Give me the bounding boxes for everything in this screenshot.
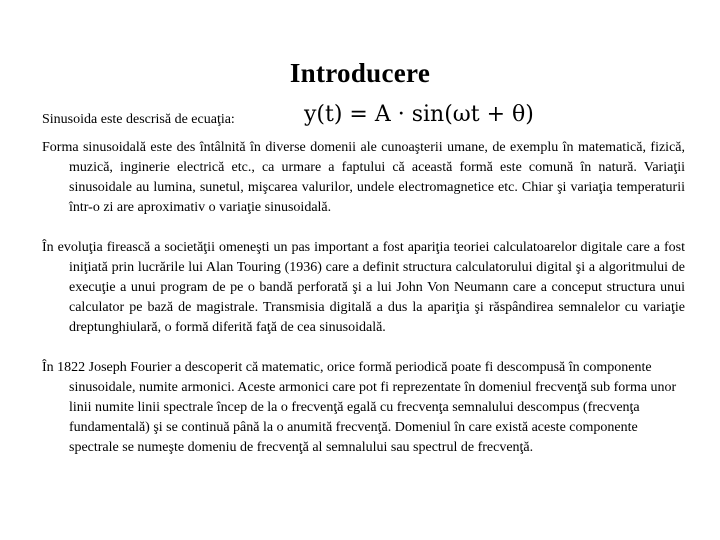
paragraph-fourier: În 1822 Joseph Fourier a descoperit că matematic, orice formă periodică poate fi descompusă în componente sinusoidale, numite armonici. Aceste armonici care pot fi reprezentate în domeniul frecvenţă sub forma unor linii numite linii spectrale încep de la o frecvenţă egală cu frecvenţa semnalului descompus (frecvenţa fundamentală) şi se continuă până la o anumită frecvenţă. Domeniul în care există aceste componente spectrale se numeşte domeniu de frecvenţă al semnalului sau spectrul de frecvenţă.	[42, 360, 677, 455]
equation-intro: Sinusoida este descrisă de ecuaţia:	[42, 112, 235, 127]
page-title: Introducere	[289, 58, 431, 88]
paragraph-digital-computers: În evoluţia firească a societăţii omeneşti un pas important a fost apariţia teoriei calculatoarelor digitale care a fost iniţiată prin lucrările lui Alan Touring (1936) care a definit structura calculatorului digital şi a algoritmului de execuţie a unui program de pe o bandă perforată şi a lui John Von Neumann care a conceput structura unui calculator pe bază de magistrale. Transmisia digitală a dus la apariţia şi răspândirea semnalelor cu variaţie dreptunghiulară, o formă diferită faţă de cea sinusoidală.	[42, 240, 685, 335]
sinusoid-formula: y(t) = A · sin(ωt + θ)	[304, 102, 534, 127]
paragraph-sinusoidal-form: Forma sinusoidală este des întâlnită în diverse domenii ale cunoaşterii umane, de exemplu în matematică, fizică, muzică, inginerie electrică etc., ca urmare a faptului că această formă este comună în natură. Variaţii sinusoidale au lumina, sunetul, mişcarea valurilor, undele electromagnetice etc. Chiar şi variaţia temperaturii într-o zi are aproximativ o variaţie sinusoidală.	[42, 140, 685, 215]
equation-line	[42, 102, 682, 134]
